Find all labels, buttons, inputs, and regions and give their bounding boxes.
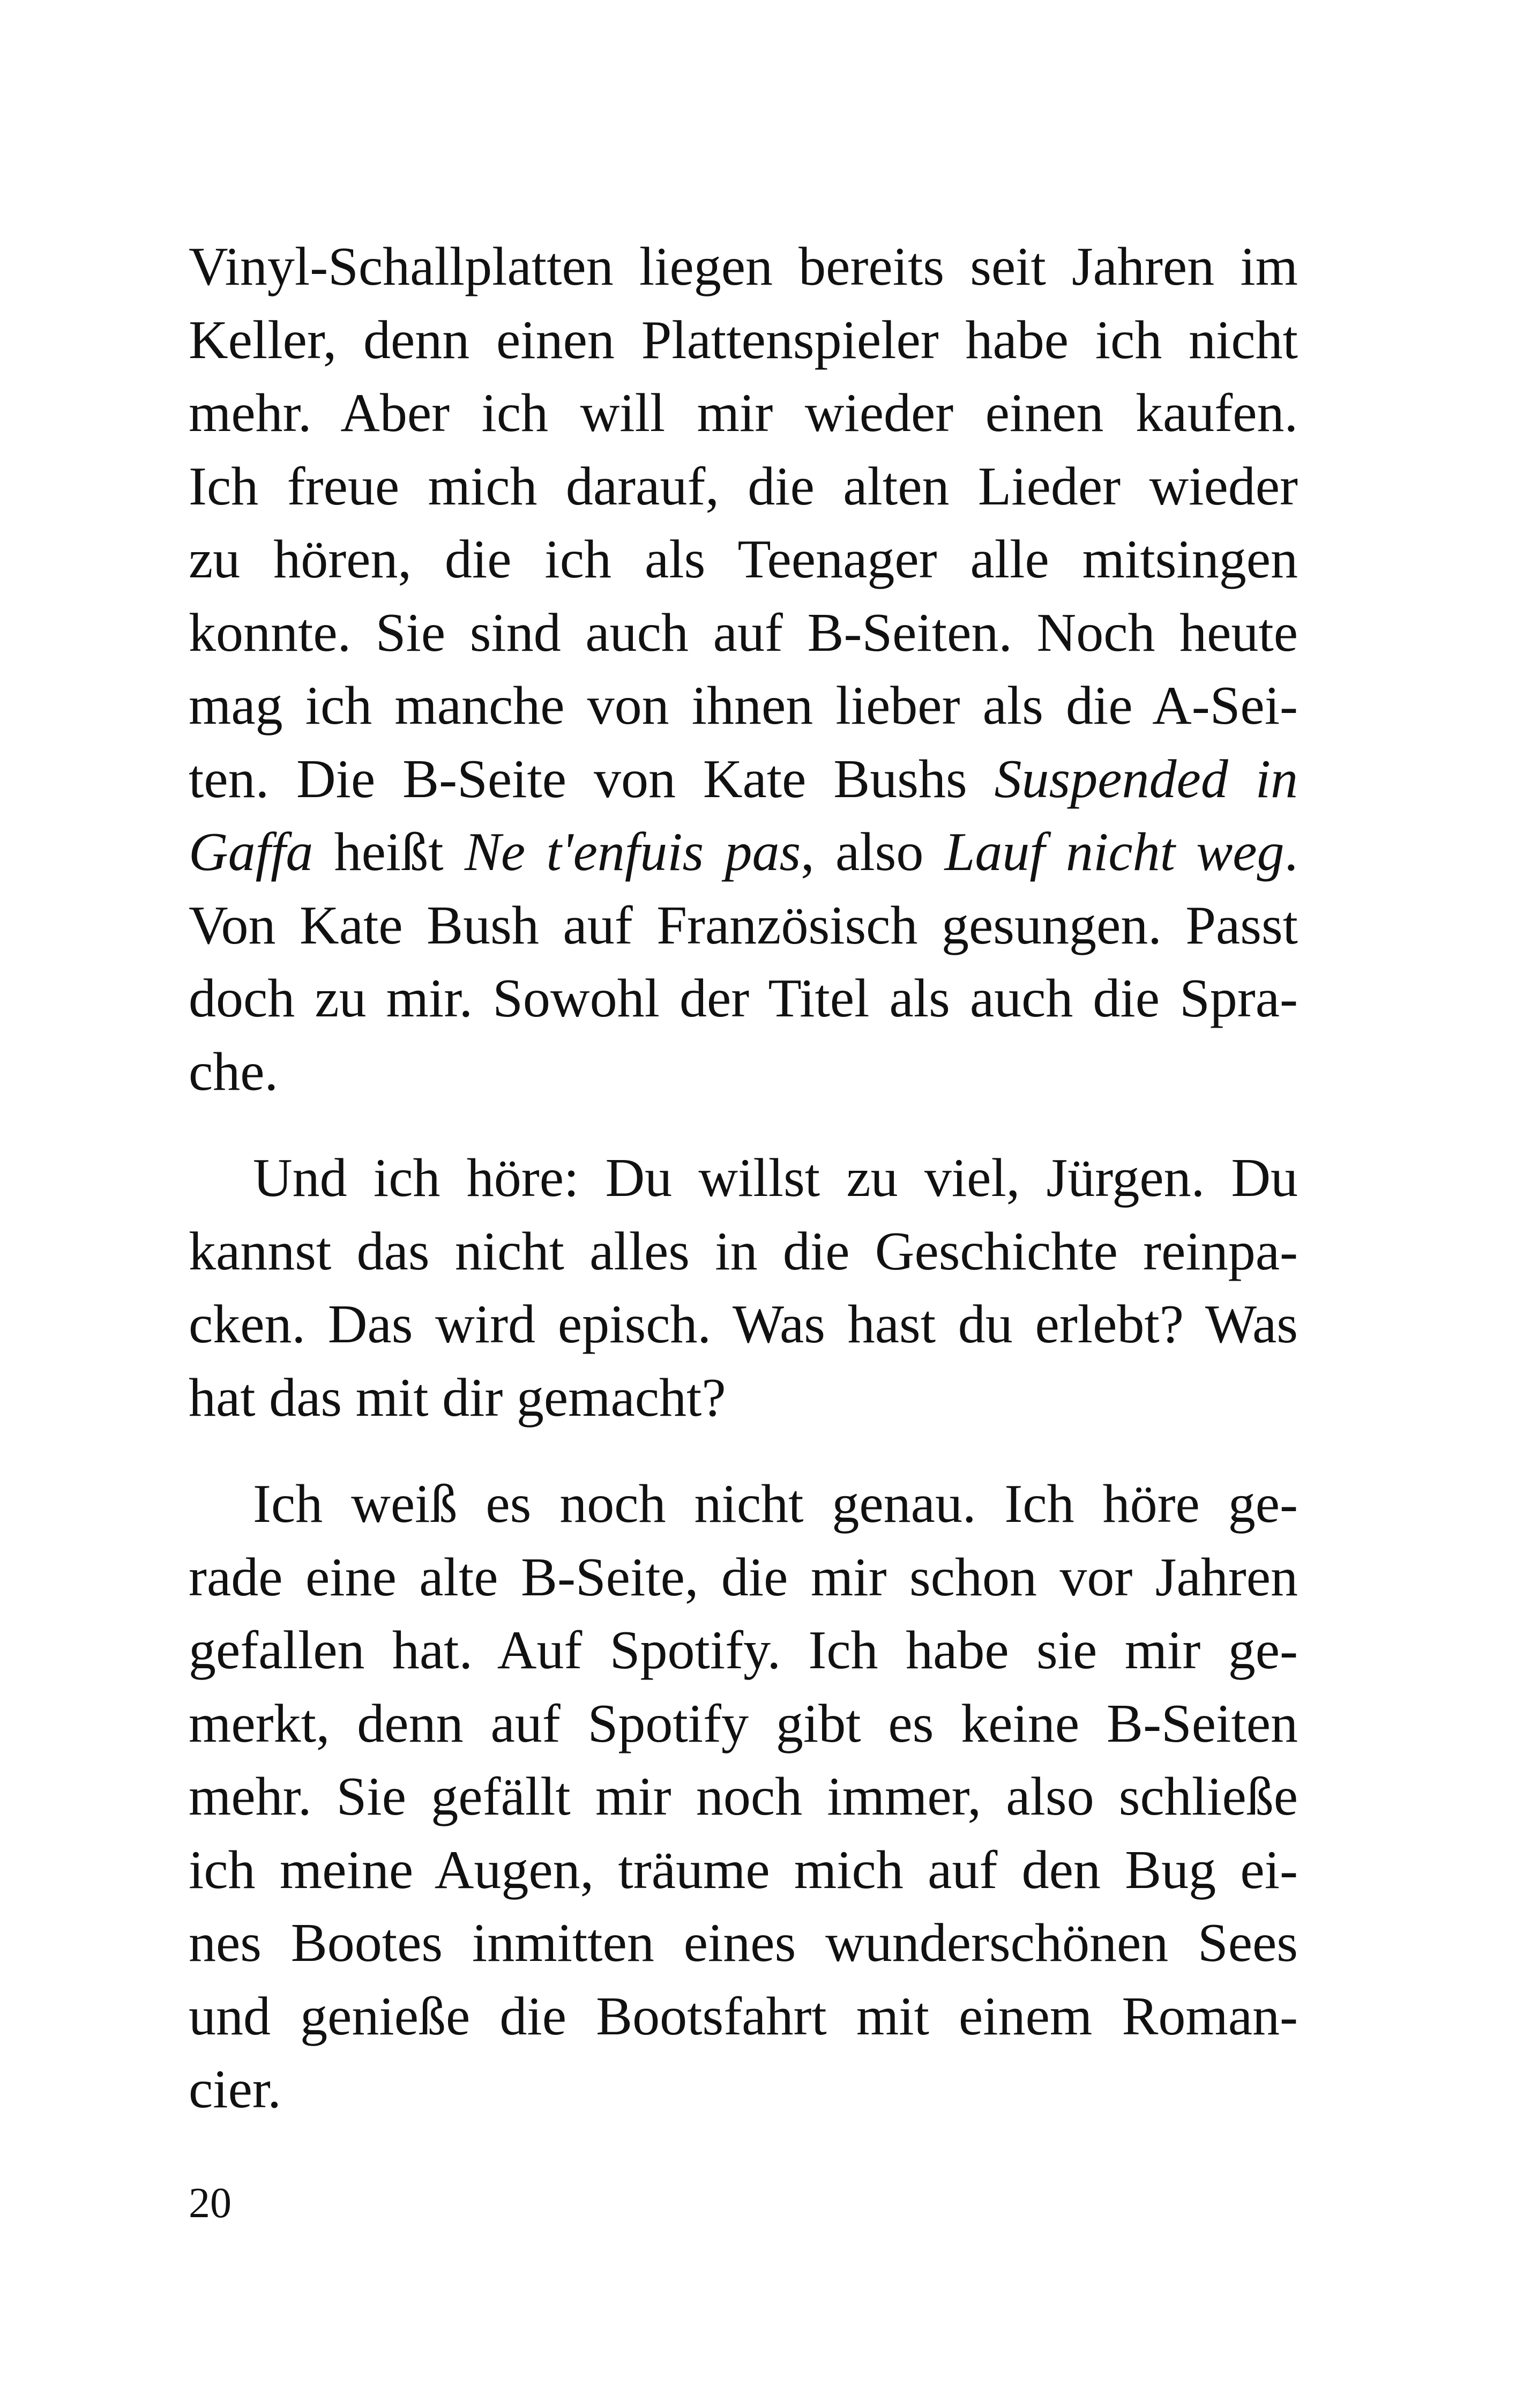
text-line: und genieße die Bootsfahrt mit einem Roman- <box>189 1986 1298 2047</box>
paragraph <box>189 1468 1298 2127</box>
text-line: mehr. Aber ich will mir wieder einen kaufen. <box>189 383 1298 443</box>
text-line: gefallen hat. Auf Spotify. Ich habe sie mir ge- <box>189 1620 1298 1681</box>
text-line: Gaffa heißt Ne t'enfuis pas, also Lauf nicht weg. <box>189 822 1298 882</box>
text-line: mehr. Sie gefällt mir noch immer, also schließe <box>189 1766 1298 1827</box>
text-line: Und ich höre: Du willst zu viel, Jürgen. Du <box>253 1148 1298 1208</box>
text-line: doch zu mir. Sowohl der Titel als auch die Spra- <box>189 968 1298 1029</box>
text-line: cken. Das wird episch. Was hast du erlebt? Was <box>189 1294 1298 1355</box>
paragraph-gap <box>189 1435 1298 1468</box>
page-number: 20 <box>189 2180 232 2227</box>
paragraph-gap <box>189 1109 1298 1142</box>
text-line: hat das mit dir gemacht? <box>189 1367 726 1428</box>
text-line: nes Bootes inmitten eines wunderschönen Sees <box>189 1913 1298 1973</box>
text-line: Ich freue mich darauf, die alten Lieder wieder <box>189 456 1298 517</box>
song-title-translation: Lauf nicht weg <box>944 822 1285 882</box>
text-line: Ich weiß es noch nicht genau. Ich höre ge- <box>253 1474 1298 1534</box>
text-line: cier. <box>189 2059 281 2120</box>
text-line: rade eine alte B-Seite, die mir schon vor Jahren <box>189 1547 1298 1608</box>
text-line: Vinyl-Schallplatten liegen bereits seit Jahren im <box>189 236 1298 297</box>
paragraph <box>189 1142 1298 1435</box>
text-line: che. <box>189 1041 279 1102</box>
song-title: Suspended in <box>994 748 1298 809</box>
text-line: ich meine Augen, träume mich auf den Bug ei- <box>189 1839 1298 1900</box>
text-line: kannst das nicht alles in die Geschichte reinpa- <box>189 1221 1298 1282</box>
song-title: Ne t'enfuis pas <box>464 822 801 882</box>
text-line: Keller, denn einen Plattenspieler habe ich nicht <box>189 309 1298 370</box>
text-line: ten. Die B-Seite von Kate Bushs Suspended in <box>189 748 1298 809</box>
text-line: Von Kate Bush auf Französisch gesungen. Passt <box>189 895 1298 956</box>
text-line: merkt, denn auf Spotify gibt es keine B-Seiten <box>189 1693 1298 1754</box>
text-line: mag ich manche von ihnen lieber als die A-Sei- <box>189 675 1298 736</box>
text-line: konnte. Sie sind auch auf B-Seiten. Noch heute <box>189 602 1298 663</box>
song-title: Gaffa <box>189 822 313 882</box>
body-text <box>189 231 1298 2127</box>
text-line: zu hören, die ich als Teenager alle mitsingen <box>189 529 1298 590</box>
paragraph <box>189 231 1298 1109</box>
